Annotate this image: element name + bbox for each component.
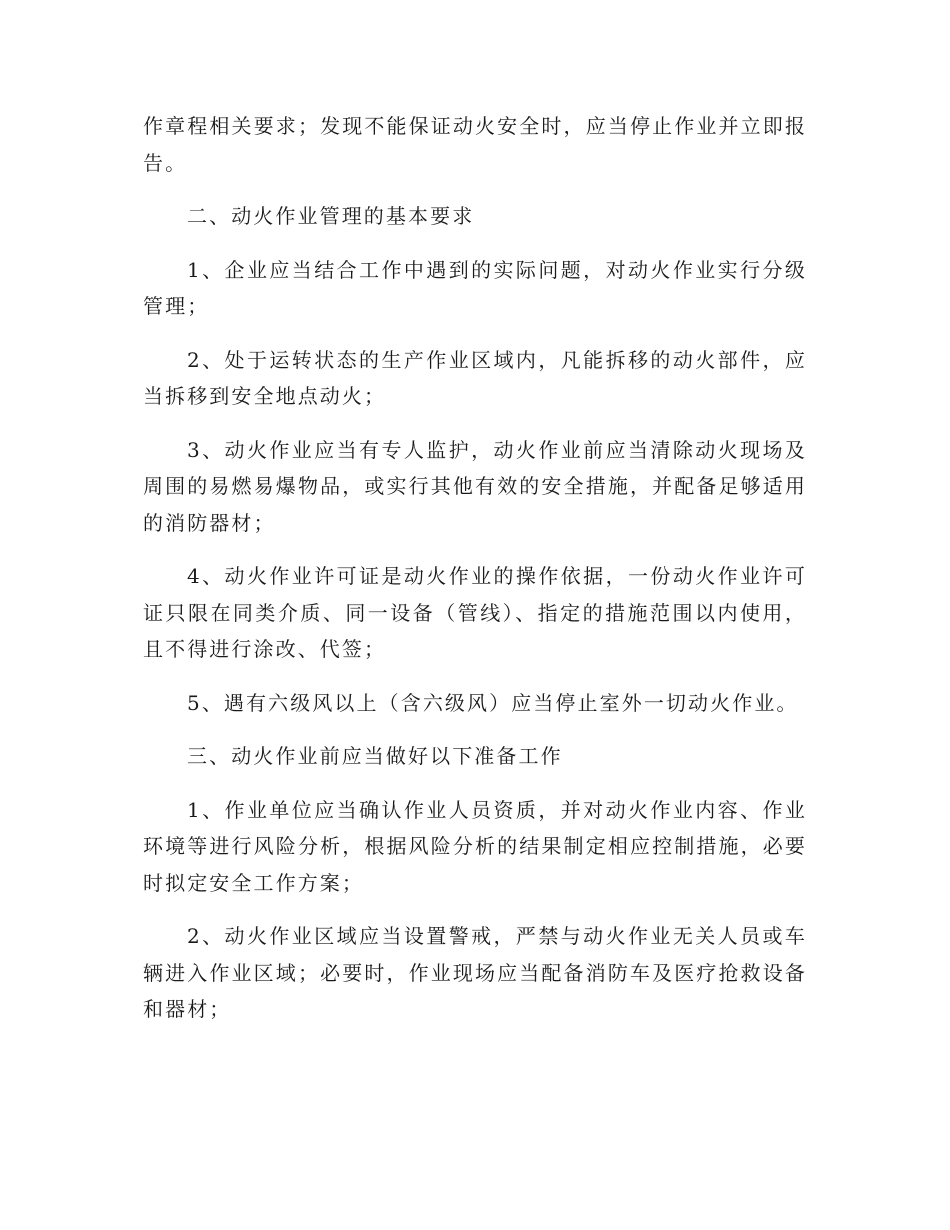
paragraph-2-1: 1、企业应当结合工作中遇到的实际问题，对动火作业实行分级管理； [143,257,807,318]
paragraph-2-4: 4、动火作业许可证是动火作业的操作依据，一份动火作业许可证只限在同类介质、同一设备（管线）、指定的措施范围以内使用，且不得进行涂改、代签； [143,564,807,661]
paragraph-3-1: 1、作业单位应当确认作业人员资质，并对动火作业内容、作业环境等进行风险分析，根据风险分析的结果制定相应控制措施，必要时拟定安全工作方案； [143,797,807,895]
paragraph-continuation: 作章程相关要求；发现不能保证动火安全时，应当停止作业并立即报告。 [143,114,807,175]
paragraph-2-2: 2、处于运转状态的生产作业区域内，凡能拆移的动火部件，应当拆移到安全地点动火； [143,347,807,408]
section-heading-3: 三、动火作业前应当做好以下准备工作 [187,744,563,768]
paragraph-3-2: 2、动火作业区域应当设置警戒，严禁与动火作业无关人员或车辆进入作业区域；必要时，作业现场应当配备消防车及医疗抢救设备和器材； [143,924,807,1021]
paragraph-2-3: 3、动火作业应当有专人监护，动火作业前应当清除动火现场及周围的易燃易爆物品，或实行其他有效的安全措施，并配备足够适用的消防器材； [143,437,807,535]
paragraph-2-5: 5、遇有六级风以上（含六级风）应当停止室外一切动火作业。 [187,690,799,715]
section-heading-2: 二、动火作业管理的基本要求 [187,204,475,228]
document-body [143,108,807,1045]
